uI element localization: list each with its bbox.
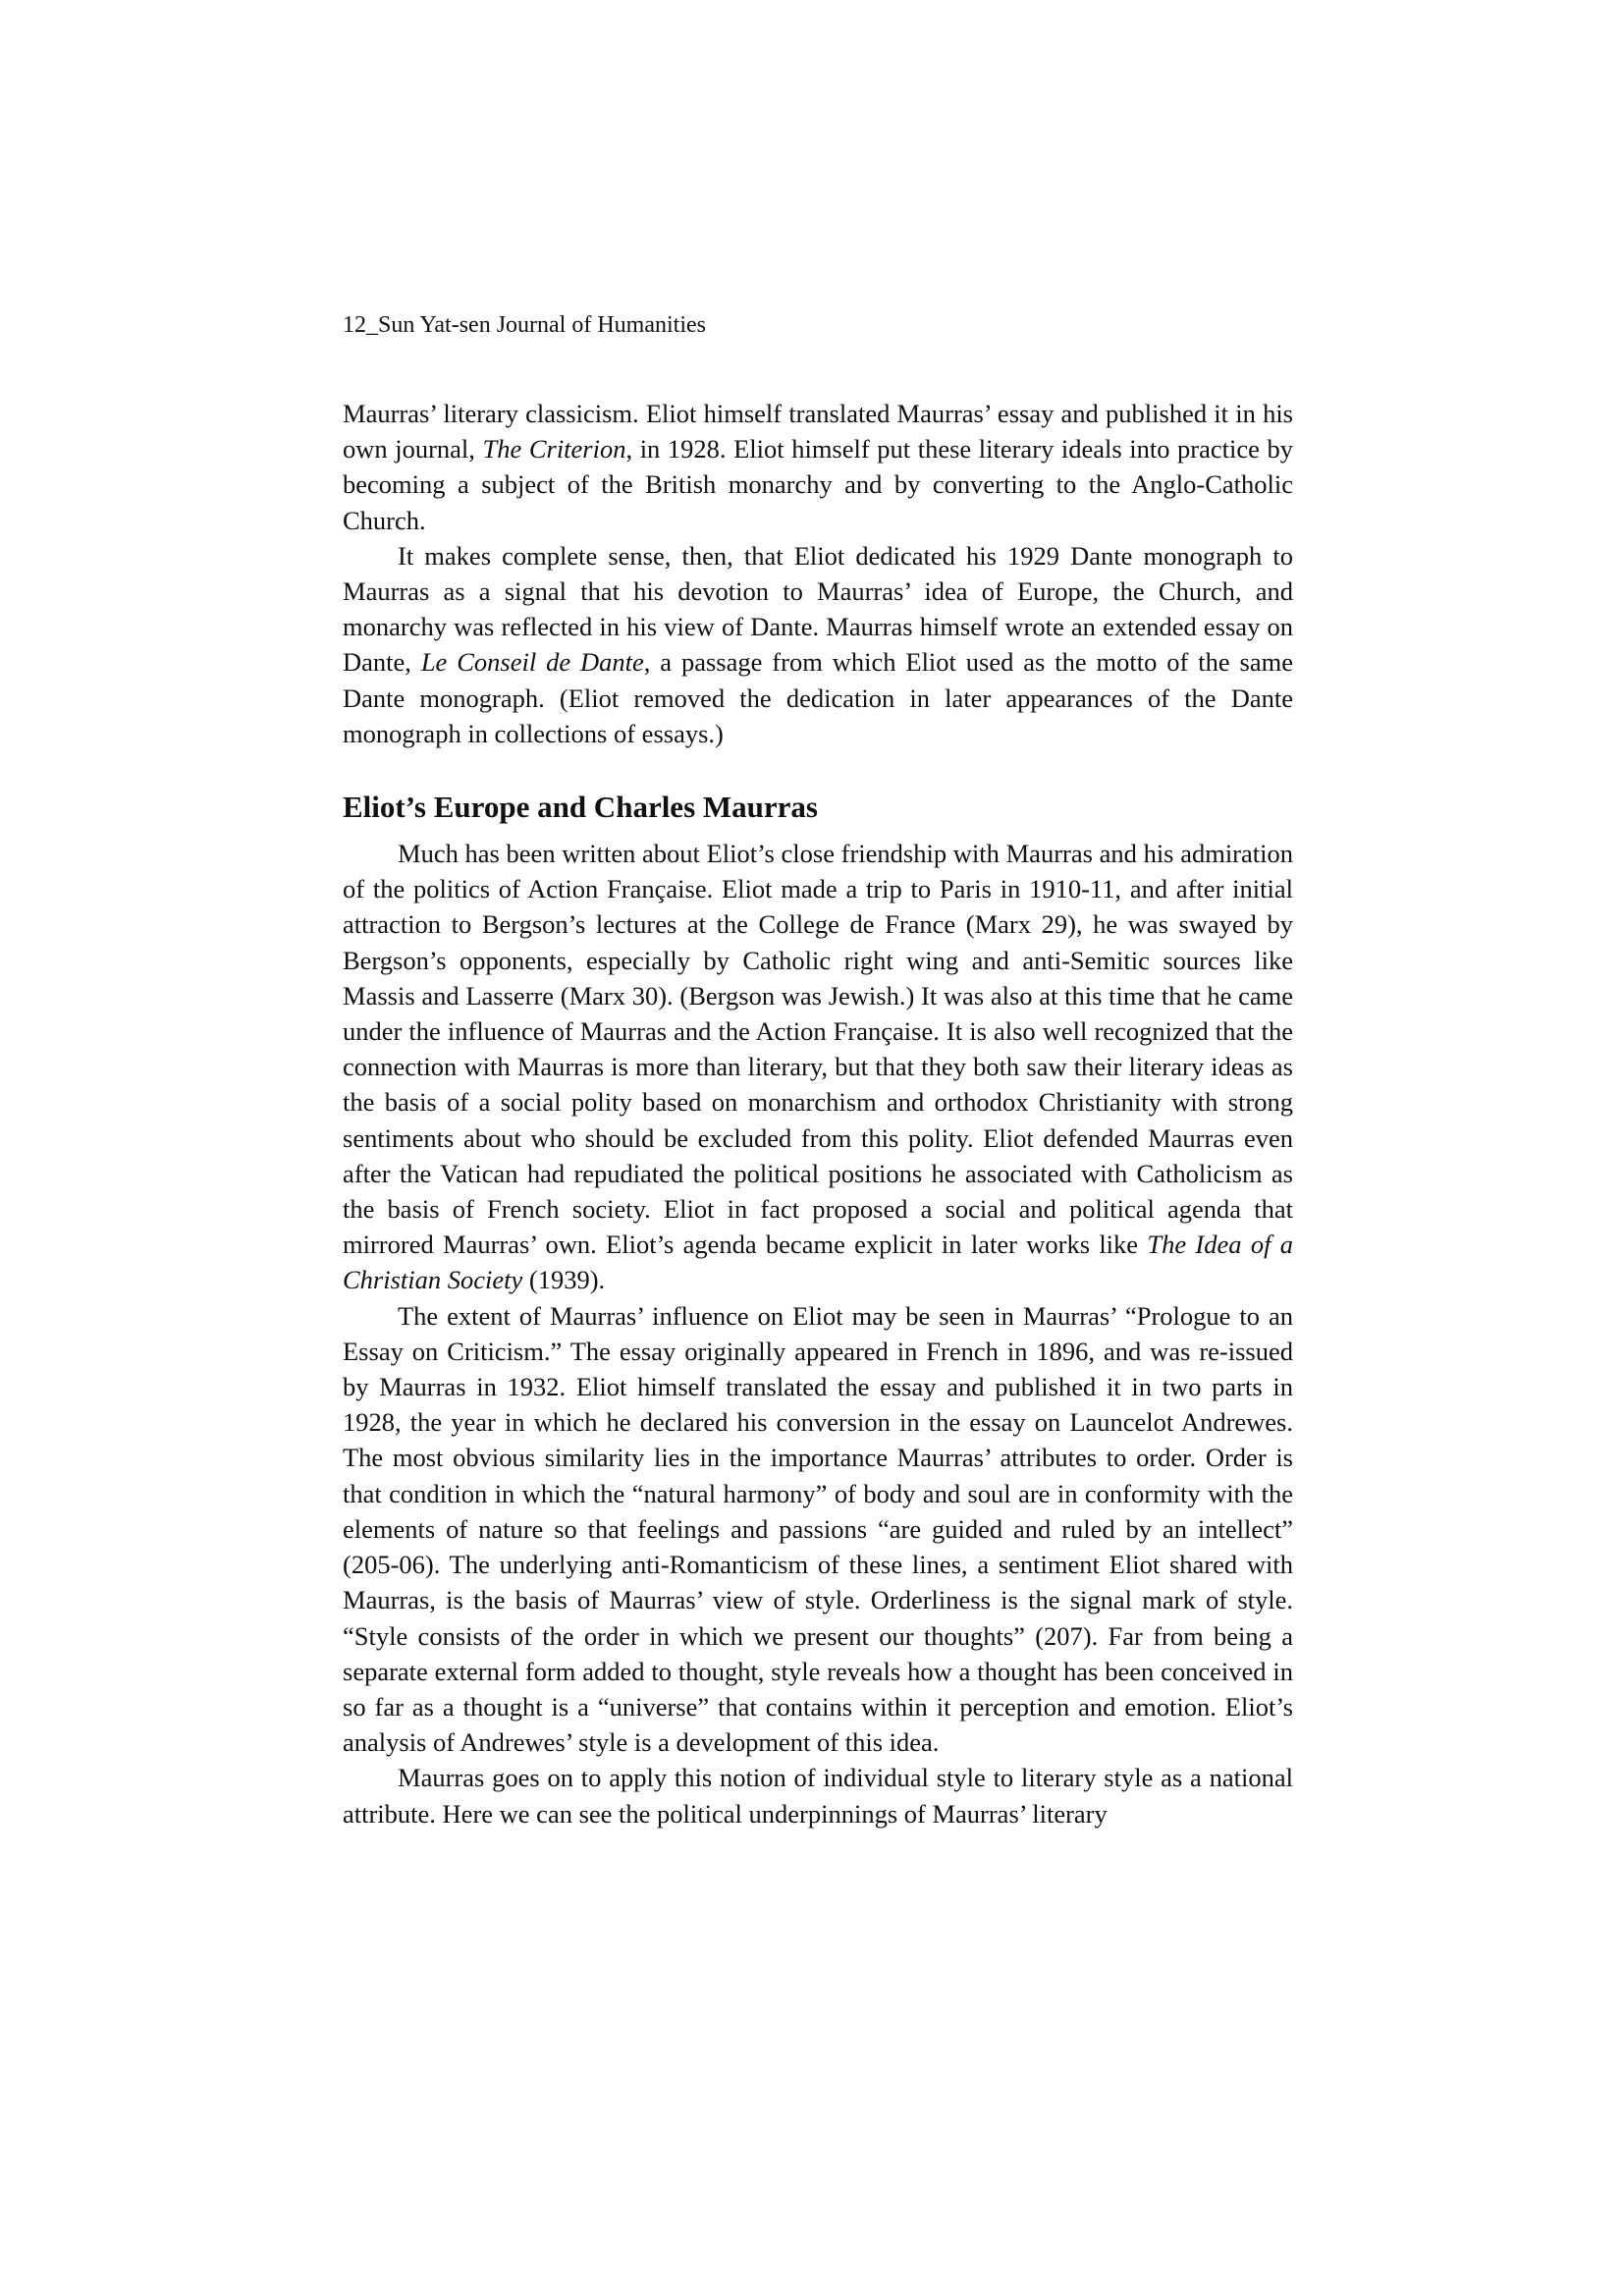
book-title-idea-of-christian-society: The Idea of a Christian Society [343,1230,1294,1295]
paragraph-1 [343,396,1293,538]
journal-title-criterion: The Criterion [482,434,626,465]
paragraph-2-text-a: It makes complete sense, then, that Eliot dedicated his 1929 Dante monograph to Maurras as a signal that his devotion to Maurras’ idea of Europe, the Church, and monarchy was reflected in his view of Dante. Maurras himself wrote an extended essay on Dante, [343,540,1293,678]
paragraph-1-text-c: , in 1928. Eliot himself put these literary ideals into practice by becoming a subject of the British monarchy and by converting to the Anglo-Catholic Church. [343,434,1293,535]
page-body [343,396,1293,1831]
paragraph-3 [343,836,1293,1298]
paragraph-2 [343,538,1293,751]
paragraph-1-text-a: Maurras’ literary classicism. Eliot himself translated Maurras’ essay and published it in his own journal, [343,399,1293,465]
section-heading: Eliot’s Europe and Charles Maurras [343,790,818,825]
running-head: 12_Sun Yat-sen Journal of Humanities [343,312,706,338]
paragraph-4: The extent of Maurras’ influence on Eliot may be seen in Maurras’ “Prologue to an Essay on Criticism.” The essay originally appeared in French in 1896, and was re-issued by Maurras in 1932. Eliot himself translated the essay and published it in two parts in 1928, the year in which he declared his conversion in the essay on Launcelot Andrewes. The most obvious similarity lies in the importance Maurras’ attributes to order. Order is that condition in which the “natural harmony” of body and soul are in conformity with the elements of nature so that feelings and passions “are guided and ruled by an intellect” (205-06). The underlying anti-Romanticism of these lines, a sentiment Eliot shared with Maurras, is the basis of Maurras’ view of style. Orderliness is the signal mark of style. “Style consists of the order in which we present our thoughts” (207). Far from being a separate external form added to thought, style reveals how a thought has been conceived in so far as a thought is a “universe” that contains within it perception and emotion. Eliot’s analysis of Andrewes’ style is a development of this idea. [343,1300,1293,1758]
paragraph-3-text-c: (1939). [522,1265,606,1295]
paragraph-5: Maurras goes on to apply this notion of individual style to literary style as a national attribute. Here we can see the political underpinnings of Maurras’ literary [343,1763,1293,1829]
paragraph-2-text-c: , a passage from which Eliot used as the motto of the same Dante monograph. (Eliot removed the dedication in later appearances of the Dante monograph in collections of essays.) [343,647,1294,748]
paragraph-3-text-a: Much has been written about Eliot’s close friendship with Maurras and his admiration of the politics of Action Française. Eliot made a trip to Paris in 1910-11, and after initial attraction to Bergson’s lectures at the College de France (Marx 29), he was swayed by Bergson’s opponents, especially by Catholic right wing and anti-Semitic sources like Massis and Lasserre (Marx 30). (Bergson was Jewish.) It was also at this time that he came under the influence of Maurras and the Action Française. It is also well recognized that the connection with Maurras is more than literary, but that they both saw their literary ideas as the basis of a social polity based on monarchism and orthodox Christianity with strong sentiments about who should be excluded from this polity. Eliot defended Maurras even after the Vatican had repudiated the political positions he associated with Catholicism as the basis of French society. Eliot in fact proposed a social and political agenda that mirrored Maurras’ own. Eliot’s agenda became explicit in later works like [343,839,1293,1260]
essay-title-conseil-de-dante: Le Conseil de Dante [420,647,644,678]
